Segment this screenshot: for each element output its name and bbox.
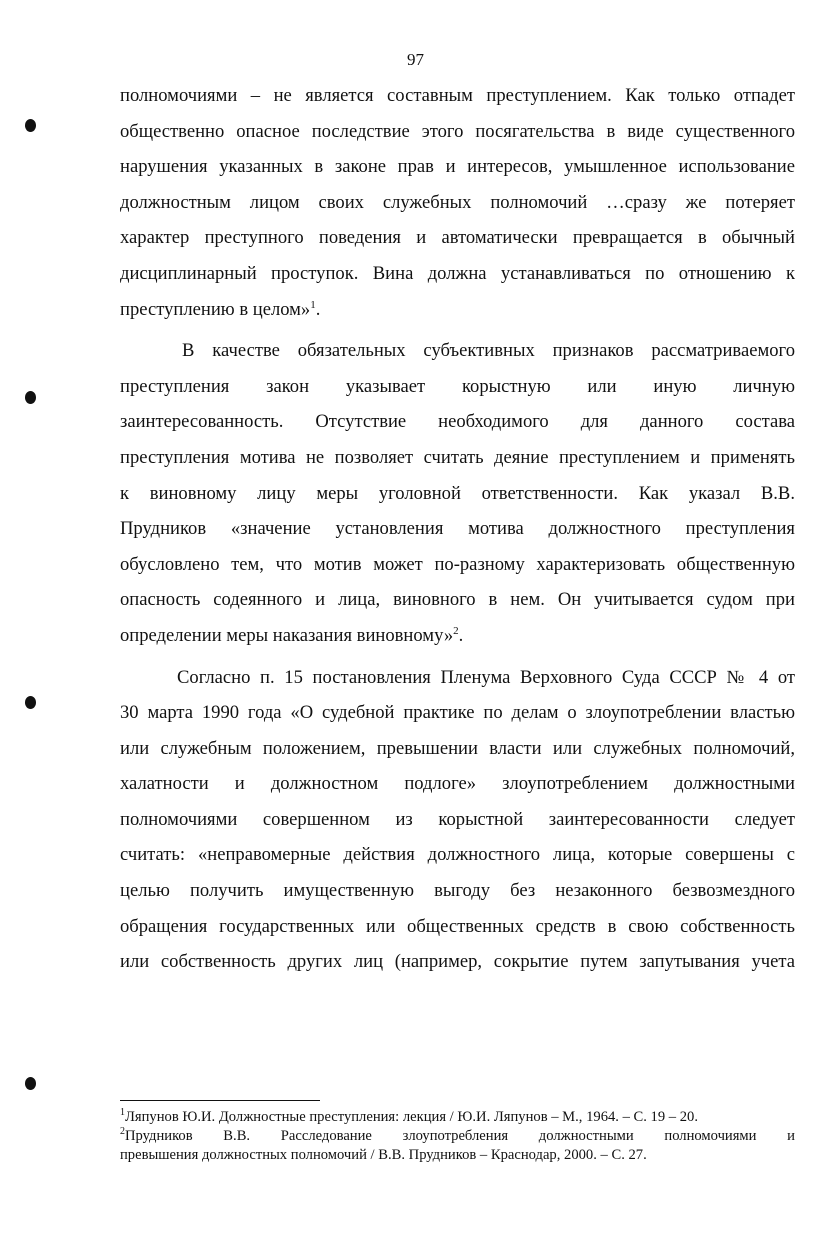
paragraph [120, 78, 795, 327]
footnote-2: $^2$Прудников В.В. Расследование злоупотребления должностными полномочиями и [120, 1126, 795, 1144]
paragraph [120, 660, 795, 980]
footnote-2-continued: превышения должностных полномочий / В.В. Прудников – Краснодар, 2000. – С. 27. [120, 1147, 647, 1163]
text-line: Согласно п. 15 постановления Пленума Верховного Суда СССР № 4 от [177, 666, 795, 688]
footnote-1: $^1$Ляпунов Ю.И. Должностные преступления: лекция / Ю.И. Ляпунов – М., 1964. – С. 19 – 20. [120, 1107, 698, 1125]
text-line: обусловлено тем, что мотив может по-разному характеризовать общественную [120, 553, 795, 575]
footnotes [120, 1108, 795, 1165]
text-line: заинтересованность. Отсутствие необходимого для данного состава [120, 411, 795, 433]
footnote-number: 2 [120, 1126, 125, 1138]
footnote-ref[interactable]: 2 [453, 624, 459, 637]
text-line: характер преступного поведения и автоматически превращается в обычный [120, 227, 795, 249]
text-line: или собственность других лиц (например, сокрытие путем запутывания учета [120, 951, 795, 973]
text-line: общественно опасное последствие этого посягательства в виде существенного [120, 120, 795, 142]
footnote-number: 1 [120, 1107, 125, 1119]
text-line: или служебным положением, превышении власти или служебных полномочий, [120, 737, 795, 759]
text-line: полномочиями совершенном из корыстной заинтересованности следует [120, 808, 795, 830]
text-line: преступления мотива не позволяет считать деяние преступлением и применять [120, 446, 795, 468]
margin-hole-dot [25, 391, 36, 404]
text-line: считать: «неправомерные действия должностного лица, которые совершены с [120, 844, 795, 866]
text-line: преступления закон указывает корыстную или иную личную [120, 375, 795, 397]
paragraph [120, 333, 795, 653]
text-line: обращения государственных или общественных средств в свою собственность [120, 915, 795, 937]
text-line: целью получить имущественную выгоду без незаконного безвозмездного [120, 880, 795, 902]
text-line: Прудников «значение установления мотива должностного преступления [120, 518, 795, 540]
text-line: преступлению в целом»$^1$. [120, 298, 321, 320]
page-number: 97 [407, 50, 424, 69]
footnote-divider [120, 1100, 320, 1101]
text-line: нарушения указанных в законе прав и интересов, умышленное использование [120, 156, 795, 178]
margin-hole-dot [25, 696, 36, 709]
body-text [120, 78, 795, 980]
footnote-ref[interactable]: 1 [310, 298, 316, 311]
text-line: к виновному лицу меры уголовной ответственности. Как указал В.В. [120, 482, 795, 504]
text-line: В качестве обязательных субъективных признаков рассматриваемого [182, 340, 795, 362]
text-line: опасность содеянного и лица, виновного в нем. Он учитывается судом при [120, 589, 795, 611]
text-line: определении меры наказания виновному»$^2$. [120, 624, 464, 646]
text-line: должностным лицом своих служебных полномочий …сразу же потеряет [120, 191, 795, 213]
margin-hole-dot [25, 119, 36, 132]
text-line: полномочиями – не является составным преступлением. Как только отпадет [120, 85, 795, 106]
text-line: халатности и должностном подлоге» злоупотреблением должностными [120, 773, 795, 795]
text-line: дисциплинарный проступок. Вина должна устанавливаться по отношению к [120, 262, 795, 284]
text-line: 30 марта 1990 года «О судебной практике по делам о злоупотреблении властью [120, 702, 795, 724]
margin-hole-dot [25, 1077, 36, 1090]
